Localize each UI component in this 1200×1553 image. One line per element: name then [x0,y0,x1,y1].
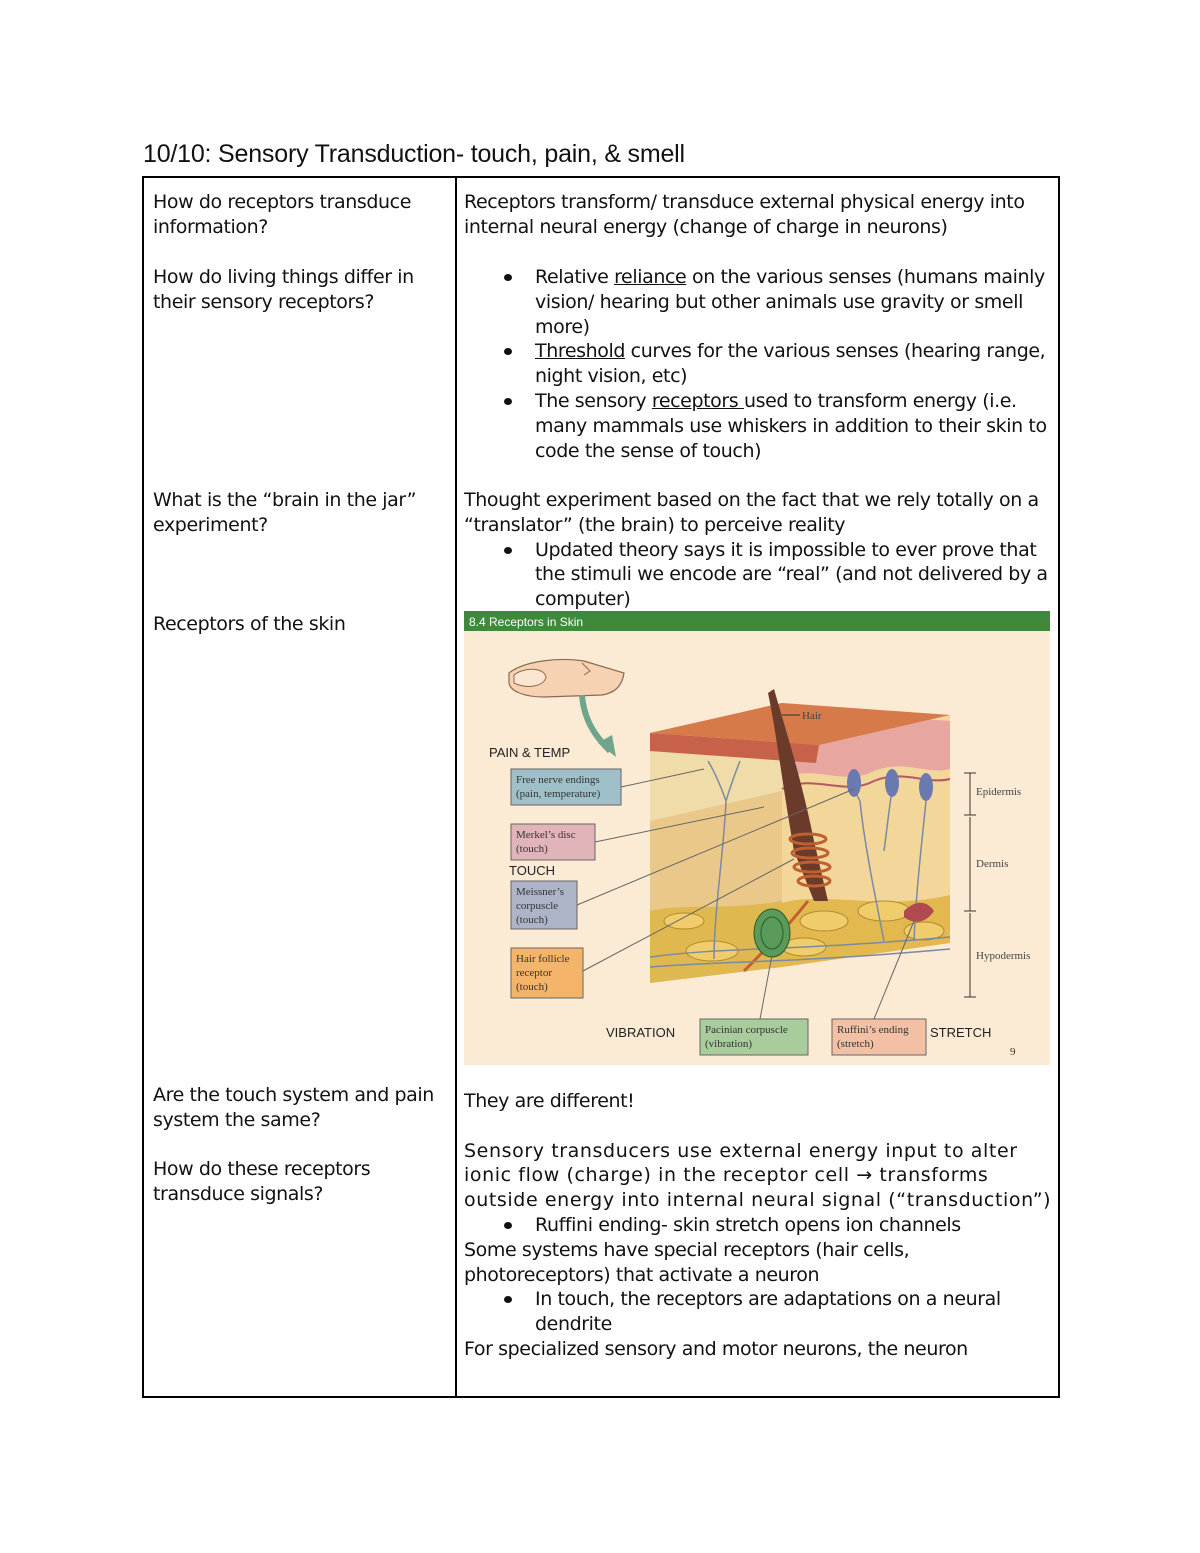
meissner-corpuscle-shape [919,773,933,801]
vibration-heading: VIBRATION [606,1025,676,1040]
question-living-things-differ [153,265,449,315]
underlined-term: Threshold [535,340,626,363]
figure-header: 8.4 Receptors in Skin [469,615,584,629]
ruffini-sublabel: (stretch) [837,1038,874,1050]
list-item: Threshold curves for the various senses (hearing range, night vision, etc) [464,339,1054,389]
bullet-list [464,538,1054,612]
hair-label: Hair [802,710,822,722]
meissner-sublabel: (touch) [516,914,548,926]
hypodermis-label: Hypodermis [976,950,1031,962]
answer-brain-in-jar [464,488,1054,612]
answer-text: They are different! [464,1090,635,1112]
question-brain-in-jar [153,488,449,538]
list-item: Updated theory says it is impossible to ever prove that the stimuli we encode are “real” (and not delivered by a computer) [464,538,1054,612]
question-receptors-transduce-signals [153,1157,449,1207]
question-text: How do receptors transduce information? [153,191,412,238]
question-text: What is the “brain in the jar” experiment? [153,489,417,536]
stretch-heading: STRETCH [930,1025,992,1040]
answer-text: Some systems have special receptors (hair cells, photoreceptors) that activate a neuron [464,1238,910,1286]
answer-living-things-differ [464,265,1054,463]
answer-text-transduction: Sensory transducers use external energy input to alter ionic flow (charge) in the receptor cell → transforms outside energy into internal neural signal (“transduction”) [464,1139,1052,1212]
answer-transduce-information [464,190,1054,240]
question-receptors-of-skin [153,612,449,637]
epidermis-label: Epidermis [976,786,1022,798]
touch-heading: TOUCH [509,863,555,878]
cornell-notes-table [142,176,1060,1398]
free-nerve-endings-label: Free nerve endings [516,774,600,786]
meissner-label: Meissner’s [516,886,565,898]
question-text: Are the touch system and pain system the same? [153,1084,434,1131]
question-text: How do living things differ in their sensory receptors? [153,266,414,313]
bullet-list [464,265,1054,463]
question-touch-pain-same [153,1083,449,1133]
list-item: In touch, the receptors are adaptations on a neural dendrite [464,1287,1054,1337]
bullet-list [464,1287,1054,1337]
bullet-list [464,1213,1054,1238]
list-item: Relative reliance on the various senses (humans mainly vision/ hearing but other animals use gravity or smell more) [464,265,1054,339]
merkel-disc-label: Merkel’s disc [516,829,576,841]
meissner-label-line2: corpuscle [516,900,559,912]
column-divider [455,178,457,1396]
pain-temp-heading: PAIN & TEMP [489,745,571,760]
figure-page-number: 9 [1010,1046,1016,1058]
ruffini-label: Ruffini’s ending [837,1024,909,1036]
question-text: Receptors of the skin [153,613,346,635]
finger-illustration [509,660,624,698]
skin-diagram [464,611,1050,1065]
question-transduce-information [153,190,449,240]
pacinian-corpuscle-shape [754,909,790,957]
merkel-disc-sublabel: (touch) [516,843,548,855]
follicle-label-line2: receptor [516,967,553,979]
receptors-in-skin-figure [464,611,1050,1065]
page-title: 10/10: Sensory Transduction- touch, pain, & smell [143,140,685,168]
question-text: How do these receptors transduce signals? [153,1158,371,1205]
pacinian-sublabel: (vibration) [705,1038,753,1050]
answer-text: Thought experiment based on the fact that we rely totally on a “translator” (the brain) to perceive reality [464,489,1039,536]
list-item: Ruffini ending- skin stretch opens ion channels [464,1213,1054,1238]
pacinian-label: Pacinian corpuscle [705,1024,788,1036]
dermis-label: Dermis [976,858,1009,870]
underlined-term: receptors [651,389,744,412]
free-nerve-endings-sublabel: (pain, temperature) [516,788,601,800]
follicle-label: Hair follicle [516,953,570,965]
meissner-corpuscle-shape [885,769,899,797]
answer-text: For specialized sensory and motor neurons, the neuron [464,1337,968,1360]
follicle-sublabel: (touch) [516,981,548,993]
answer-text: Receptors transform/ transduce external physical energy into internal neural energy (change of charge in neurons) [464,191,1025,238]
answer-touch-pain-different [464,1089,1054,1362]
list-item: The sensory receptors used to transform energy (i.e. many mammals use whiskers in addition to their skin to code the sense of touch) [464,389,1054,463]
underlined-term: reliance [614,266,687,288]
meissner-corpuscle-shape [847,769,861,797]
